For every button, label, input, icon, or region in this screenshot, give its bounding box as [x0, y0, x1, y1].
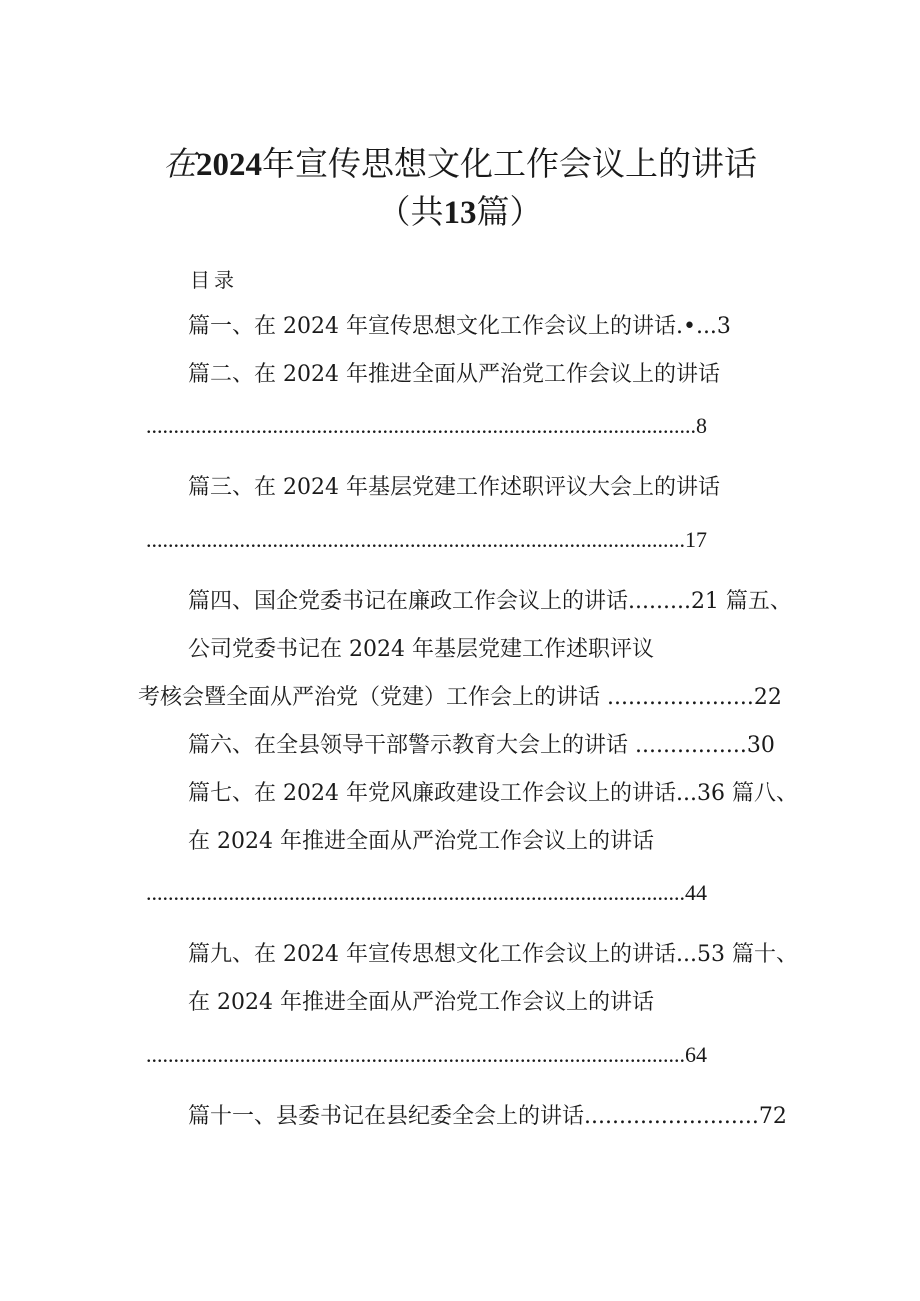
toc-leader-3: ..................................................................................................17: [146, 527, 707, 552]
toc-entry-5a[interactable]: 公司党委书记在 2024 年基层党建工作述职评议: [188, 637, 654, 662]
subtitle-close: 篇）: [476, 192, 543, 231]
toc-entry-11[interactable]: 篇十一、县委书记在县纪委全会上的讲话.........................72: [188, 1104, 787, 1129]
toc-leader-10: ..................................................................................................64: [146, 1042, 707, 1067]
toc-leader-2: ....................................................................................................8: [146, 413, 707, 438]
subtitle-count: 13: [443, 195, 477, 231]
toc-entry-3[interactable]: 篇三、在 2024 年基层党建工作述职评议大会上的讲话: [188, 475, 720, 500]
document-subtitle: [0, 186, 920, 233]
title-suffix: 年宣传思想文化工作会议上的讲话: [262, 144, 757, 183]
toc-entry-4[interactable]: 篇四、国企党委书记在廉政工作会议上的讲话.........21 篇五、: [188, 589, 792, 614]
toc-entry-5b[interactable]: 考核会暨全面从严治党（党建）工作会上的讲话 .....................22: [138, 685, 782, 710]
toc-entry-7[interactable]: 篇七、在 2024 年党风廉政建设工作会议上的讲话...36 篇八、: [188, 781, 798, 806]
title-year: 2024: [196, 147, 262, 183]
toc-entry-2[interactable]: 篇二、在 2024 年推进全面从严治党工作会议上的讲话: [188, 362, 720, 387]
toc-entry-8[interactable]: 在 2024 年推进全面从严治党工作会议上的讲话: [188, 829, 654, 854]
toc-entry-6[interactable]: 篇六、在全县领导干部警示教育大会上的讲话 ................30: [188, 733, 775, 758]
document-title: [0, 138, 920, 185]
toc-label: 目录: [190, 268, 238, 292]
toc-entry-10[interactable]: 在 2024 年推进全面从严治党工作会议上的讲话: [188, 990, 654, 1015]
toc-entry-9[interactable]: 篇九、在 2024 年宣传思想文化工作会议上的讲话...53 篇十、: [188, 942, 798, 967]
toc-entry-1[interactable]: 篇一、在 2024 年宣传思想文化工作会议上的讲话.•...3: [188, 314, 731, 339]
toc-leader-8: ..................................................................................................44: [146, 880, 707, 905]
title-prefix: 在: [163, 144, 196, 183]
subtitle-open: （共: [377, 192, 444, 231]
